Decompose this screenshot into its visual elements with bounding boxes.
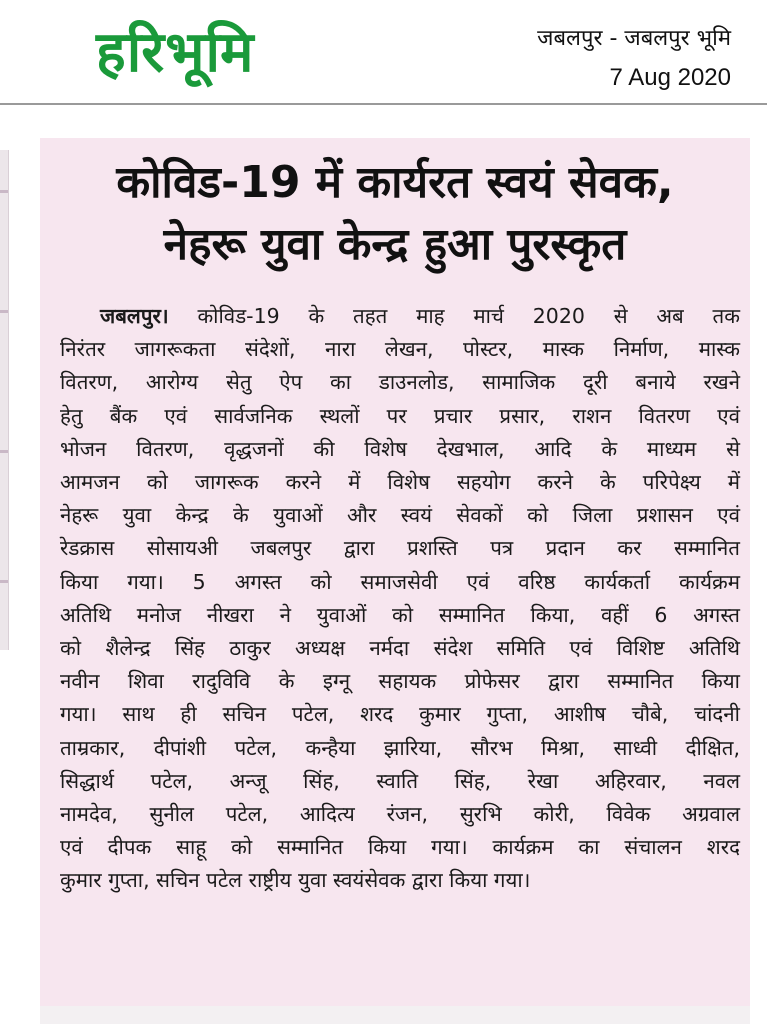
body-line: नामदेव, सुनील पटेल, आदित्य रंजन, सुरभि कोरी, विवेक अग्रवाल — [60, 802, 740, 827]
body-line: सिद्धार्थ पटेल, अन्जू सिंह, स्वाति सिंह, रेखा अहिरवार, नवल — [60, 768, 740, 793]
column-edge-mark — [0, 310, 8, 313]
adjacent-column-edge — [0, 150, 9, 650]
headline-line-2: नेहरू युवा केन्द्र हुआ पुरस्कृत — [163, 219, 627, 270]
body-line: एवं दीपक साहू को सम्मानित किया गया। कार्यक्रम का संचालन शरद — [60, 835, 740, 860]
newspaper-logo: हरिभूमि — [96, 20, 255, 85]
body-line: गया। साथ ही सचिन पटेल, शरद कुमार गुप्ता, आशीष चौबे, चांदनी — [60, 702, 740, 727]
clipping-bottom-edge — [40, 1006, 750, 1024]
body-line: ताम्रकार, दीपांशी पटेल, कन्हैया झारिया, सौरभ मिश्रा, साध्वी दीक्षित, — [60, 735, 740, 760]
article-headline — [40, 152, 750, 276]
body-line: किया गया। 5 अगस्त को समाजसेवी एवं वरिष्ठ कार्यकर्ता कार्यक्रम — [60, 569, 740, 594]
body-line: वितरण, आरोग्य सेतु ऐप का डाउनलोड, सामाजिक दूरी बनाये रखने — [60, 370, 740, 395]
body-line — [60, 300, 740, 333]
body-line: नेहरू युवा केन्द्र के युवाओं और स्वयं सेवकों को जिला प्रशासन एवं — [60, 503, 740, 528]
body-line: को शैलेन्द्र सिंह ठाकुर अध्यक्ष नर्मदा संदेश समिति एवं विशिष्ट अतिथि — [60, 636, 740, 661]
article-dateline: जबलपुर। — [100, 304, 169, 328]
publication-date: 7 Aug 2020 — [609, 64, 731, 91]
column-edge-mark — [0, 580, 8, 583]
headline-line-1: कोविड-19 में कार्यरत स्वयं सेवक, — [116, 157, 674, 208]
edition-label: जबलपुर - जबलपुर भूमि — [537, 26, 731, 51]
news-article-clipping — [40, 138, 750, 1006]
body-line: आमजन को जागरूक करने में विशेष सहयोग करने के परिपेक्ष्य में — [60, 470, 740, 495]
body-line: नवीन शिवा रादुविवि के इग्नू सहायक प्रोफेसर द्वारा सम्मानित किया — [60, 669, 740, 694]
body-line: निरंतर जागरूकता संदेशों, नारा लेखन, पोस्टर, मास्क निर्माण, मास्क — [60, 337, 740, 362]
body-line: रेडक्रास सोसायअी जबलपुर द्वारा प्रशस्ति पत्र प्रदान कर सम्मानित — [60, 536, 740, 561]
article-body — [60, 300, 740, 898]
masthead — [0, 0, 767, 105]
body-line-text: कोविड-19 के तहत माह मार्च 2020 से अब तक — [197, 304, 740, 328]
column-edge-mark — [0, 190, 8, 193]
column-edge-mark — [0, 450, 8, 453]
body-line: हेतु बैंक एवं सार्वजनिक स्थलों पर प्रचार प्रसार, राशन वितरण एवं — [60, 403, 740, 428]
body-line: कुमार गुप्ता, सचिन पटेल राष्ट्रीय युवा स्वयंसेवक द्वारा किया गया। — [60, 868, 531, 893]
body-line: भोजन वितरण, वृद्धजनों की विशेष देखभाल, आदि के माध्यम से — [60, 436, 740, 461]
body-line: अतिथि मनोज नीखरा ने युवाओं को सम्मानित किया, वहीं 6 अगस्त — [60, 602, 740, 627]
